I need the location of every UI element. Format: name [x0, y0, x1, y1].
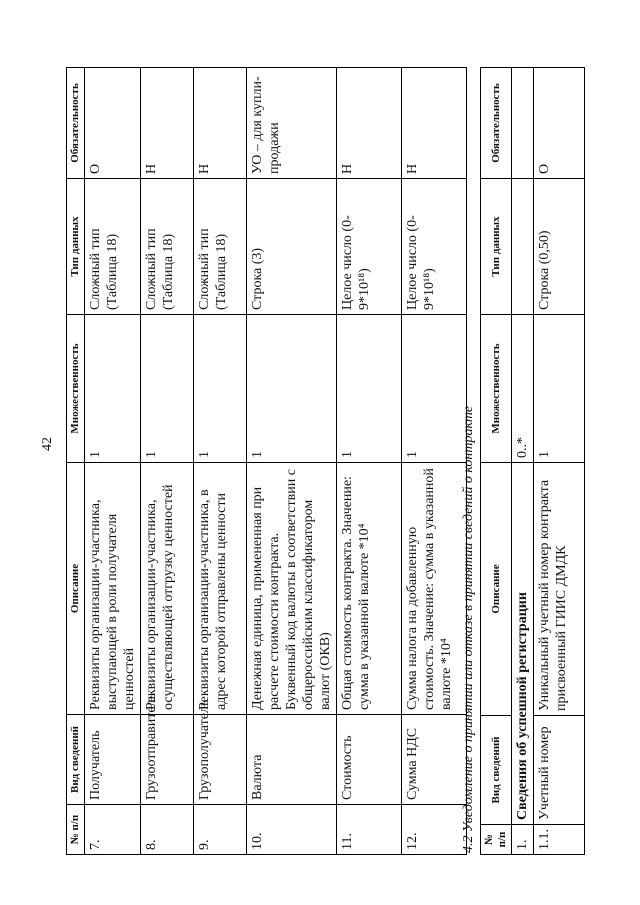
- cell-type: Сложный тип (Таблица 18): [141, 179, 194, 315]
- cell-req: Н: [337, 68, 402, 179]
- cell-desc: Общая стоимость контракта. Значение: сумма в указанной валюте *10⁴: [337, 463, 402, 715]
- col-header-kind: Вид сведений: [67, 715, 85, 805]
- col-header-desc: Описание: [67, 463, 85, 715]
- cell-kind: Грузополучатель: [194, 715, 247, 805]
- cell-req: О: [85, 68, 141, 179]
- table-row: [402, 68, 467, 855]
- cell-mult: 1: [534, 315, 585, 463]
- cell-desc: Реквизиты организации-участника, выступающей в роли получателя ценностей: [85, 463, 141, 715]
- cell-type: [512, 179, 534, 315]
- cell-type: Строка (3): [247, 179, 337, 315]
- col-header-mult: Множественность: [67, 315, 85, 463]
- cell-req: Н: [402, 68, 467, 179]
- notification-table: [480, 67, 585, 855]
- col-header-type: Тип данных: [481, 179, 512, 315]
- table-row: [85, 68, 141, 855]
- cell-num: 12.: [402, 805, 467, 855]
- cell-kind: Стоимость: [337, 715, 402, 805]
- cell-type: Целое число (0-9*10¹⁸): [337, 179, 402, 315]
- table-row: [337, 68, 402, 855]
- cell-mult: 1: [85, 315, 141, 463]
- section-row: [512, 68, 534, 855]
- section-title: 4.2 Уведомление о принятии или отказе в принятии сведений о контракте: [461, 405, 476, 853]
- cell-mult: 1: [402, 315, 467, 463]
- cell-req: [512, 68, 534, 179]
- col-header-type: Тип данных: [67, 179, 85, 315]
- cell-mult: 1: [194, 315, 247, 463]
- cell-req: Н: [141, 68, 194, 179]
- cell-type: Целое число (0-9*10¹⁸): [402, 179, 467, 315]
- page-number: 42: [40, 437, 55, 451]
- col-header-kind: Вид сведений: [481, 716, 512, 825]
- table-row: [194, 68, 247, 855]
- table-row: [247, 68, 337, 855]
- table-header-row: [481, 68, 512, 855]
- col-header-req: Обязательность: [481, 68, 512, 179]
- cell-desc: Денежная единица, примененная при расчете стоимости контракта. Буквенный код валюты в соответствии с общероссийским классификатором валют (ОКВ): [247, 463, 337, 715]
- cell-mult: 0..*: [512, 315, 534, 463]
- col-header-req: Обязательность: [67, 68, 85, 179]
- cell-kind: Сумма НДС: [402, 715, 467, 805]
- cell-kind: Грузоотправитель: [141, 715, 194, 805]
- cell-num: 7.: [85, 805, 141, 855]
- cell-num: 1.: [512, 825, 534, 855]
- cell-mult: 1: [337, 315, 402, 463]
- cell-desc: Реквизиты организации-участника, в адрес которой отправлены ценности: [194, 463, 247, 715]
- cell-type: Сложный тип (Таблица 18): [85, 179, 141, 315]
- cell-num: 1.1.: [534, 825, 585, 855]
- cell-num: 8.: [141, 805, 194, 855]
- col-header-mult: Множественность: [481, 315, 512, 463]
- cell-kind: Учетный номер: [534, 716, 585, 825]
- cell-type: Сложный тип (Таблица 18): [194, 179, 247, 315]
- table-header-row: [67, 68, 85, 855]
- col-header-num: № п/п: [481, 825, 512, 855]
- table-row: [534, 68, 585, 855]
- cell-mult: 1: [247, 315, 337, 463]
- cell-type: Строка (0,50): [534, 179, 585, 315]
- cell-desc: Уникальный учетный номер контракта присвоенный ГИИС ДМДК: [534, 463, 585, 716]
- cell-desc: Сумма налога на добавленную стоимость. Значение: сумма в указанной валюте *10⁴: [402, 463, 467, 715]
- cell-num: 9.: [194, 805, 247, 855]
- cell-req: УО – для купли-продажи: [247, 68, 337, 179]
- cell-kind: Валюта: [247, 715, 337, 805]
- cell-desc: Реквизиты организации-участника, осуществляющей отгрузку ценностей: [141, 463, 194, 715]
- cell-kind: Получатель: [85, 715, 141, 805]
- cell-req: О: [534, 68, 585, 179]
- cell-num: 11.: [337, 805, 402, 855]
- cell-req: Н: [194, 68, 247, 179]
- col-header-num: № п/п: [67, 805, 85, 855]
- table-row: [141, 68, 194, 855]
- col-header-desc: Описание: [481, 463, 512, 716]
- cell-mult: 1: [141, 315, 194, 463]
- cell-num: 10.: [247, 805, 337, 855]
- main-table: [66, 67, 467, 855]
- cell-kind: Сведения об успешной регистрации: [512, 463, 534, 825]
